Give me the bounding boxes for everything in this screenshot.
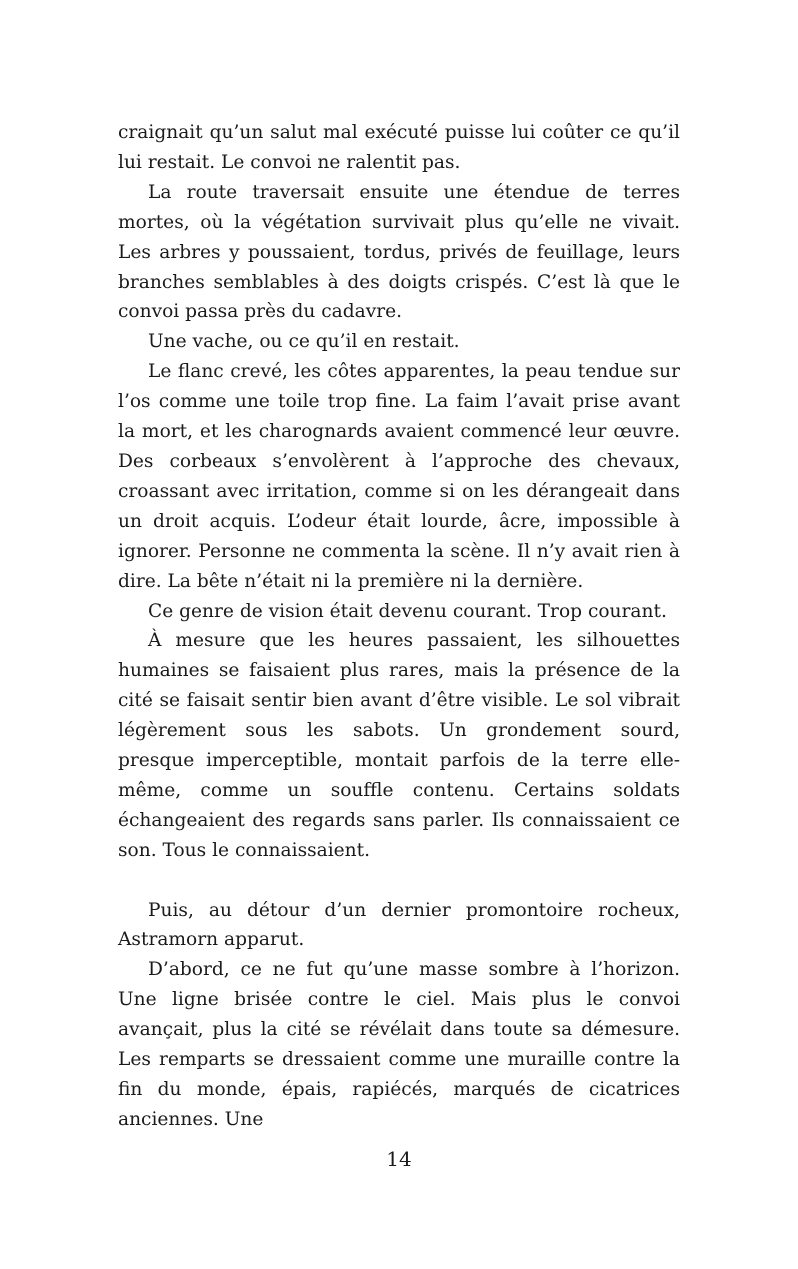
body-text — [118, 118, 680, 1135]
paragraph: À mesure que les heures passaient, les silhouettes humaines se faisaient plus rares, mais la présence de la cité se faisait sentir bien avant d’être visible. Le sol vibrait légèrement sous les sabots. Un grondement sourd, presque imperceptible, montait parfois de la terre elle-même, comme un souffle contenu. Certains soldats échangeaient des regards sans parler. Ils connaissaient ce son. Tous le connaissaient. — [118, 630, 680, 861]
page-number: 14 — [386, 1147, 412, 1171]
paragraph: Ce genre de vision était devenu courant. Trop courant. — [148, 600, 667, 622]
paragraph: Une vache, ou ce qu’il en restait. — [148, 331, 460, 353]
paragraph: D’abord, ce ne fut qu’une masse sombre à l’horizon. Une ligne brisée contre le ciel. Mais plus le convoi avançait, plus la cité se révélait dans toute sa démesure. Les remparts se dressaient comme une muraille contre la fin du monde, épais, rapiécés, marqués de cicatrices anciennes. Une — [118, 959, 680, 1130]
paragraph: La route traversait ensuite une étendue de terres mortes, où la végétation survivait plus qu’elle ne vivait. Les arbres y poussaient, tordus, privés de feuillage, leurs branches semblables à des doigts crispés. C’est là que le convoi passa près du cadavre. — [118, 181, 680, 323]
paragraph: Puis, au détour d’un dernier promontoire rocheux, Astramorn apparut. — [118, 899, 680, 951]
paragraph: Le flanc crevé, les côtes apparentes, la peau tendue sur l’os comme une toile trop fine. La faim l’avait prise avant la mort, et les charognards avaient commencé leur œuvre. Des corbeaux s’envolèrent à l’approche des chevaux, croassant avec irritation, comme si on les dérangeait dans un droit acquis. L’odeur était lourde, âcre, impossible à ignorer. Personne ne commenta la scène. Il n’y avait rien à dire. La bête n’était ni la première ni la dernière. — [118, 361, 680, 592]
paragraph: craignait qu’un salut mal exécuté puisse lui coûter ce qu’il lui restait. Le convoi ne ralentit pas. — [118, 122, 680, 173]
